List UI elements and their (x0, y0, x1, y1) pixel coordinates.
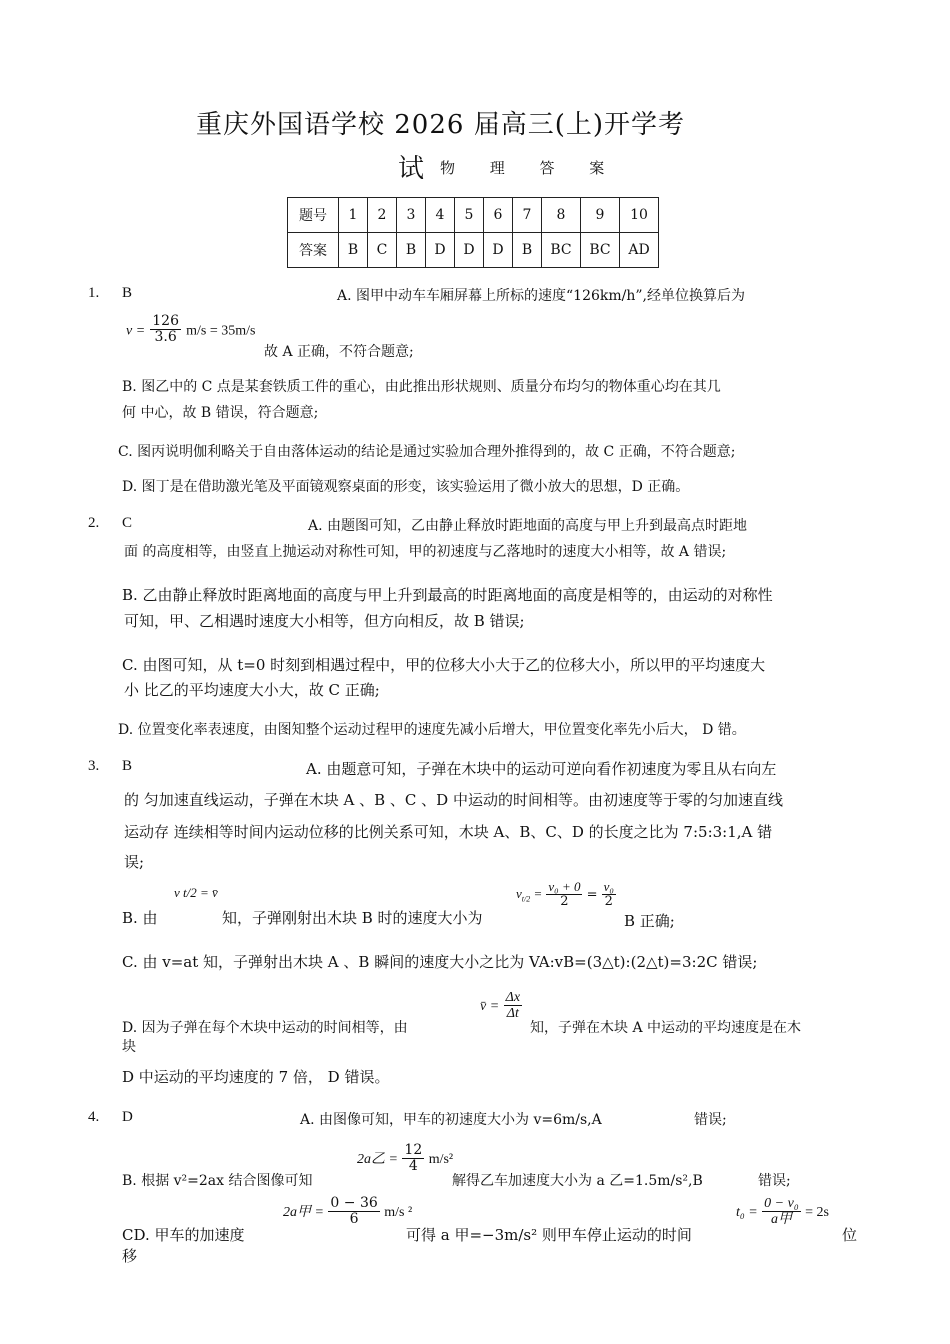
page-title-continued: 试 (398, 154, 425, 184)
q3-option-d-line3: D 中运动的平均速度的 7 倍， D 错误。 (122, 1068, 390, 1086)
question-answer: D (122, 1109, 133, 1125)
formula-fraction (504, 990, 522, 1022)
table-cell: 2 (368, 198, 397, 233)
q2-option-a-line1: A. 由题图可知，乙由静止释放时距地面的高度与甲上升到最高点时距地 (308, 518, 748, 534)
formula-fraction (546, 880, 582, 910)
formula-lhs: v̄ = (480, 998, 500, 1014)
table-cell: AD (620, 233, 659, 268)
table-cell: BC (542, 233, 581, 268)
fraction-numerator: 12 (404, 1142, 423, 1158)
q4-option-b-middle: 解得乙车加速度大小为 a 乙=1.5m/s²,B (452, 1173, 703, 1189)
table-cell: 10 (620, 198, 659, 233)
fraction-denominator: a甲 (770, 1212, 792, 1228)
fraction-numerator: 126 (152, 313, 179, 329)
fraction-denominator: 6 (349, 1211, 359, 1228)
q2-option-b-line2: 可知，甲、乙相遇时速度大小相等，但方向相反，故 B 错误; (124, 612, 525, 630)
q1-option-b-line1: B. 图乙中的 C 点是某套铁质工件的重心，由此推出形状规则、质量分布均匀的物体重心均在其几 (122, 379, 721, 395)
question-number: 4. (88, 1109, 100, 1125)
table-cell: 3 (397, 198, 426, 233)
q1-option-a: A. 图甲中动车车厢屏幕上所标的速度“126km/h”,经单位换算后为 (337, 288, 745, 304)
table-cell: 1 (339, 198, 368, 233)
fraction-denominator: 3.6 (154, 329, 177, 346)
formula-lhs: 2a甲 = (283, 1204, 324, 1220)
formula-lhs: 2a乙 = (357, 1151, 398, 1167)
formula-lhs: v = (126, 323, 146, 339)
q2-option-a-line2: 面 的高度相等，由竖直上抛运动对称性可知，甲的初速度与乙落地时的速度大小相等，故 A 错误; (124, 544, 727, 560)
question-answer: B (122, 285, 133, 301)
formula-fraction (328, 1196, 379, 1228)
answer-table (287, 197, 659, 268)
table-row-label: 答案 (288, 233, 339, 268)
formula-lhs: t₀ = (736, 1204, 758, 1220)
q3-option-a-line1: A. 由题意可知，子弹在木块中的运动可逆向看作初速度为零且从右向左 (306, 760, 777, 778)
q4-option-cd-middle: 可得 a 甲=−3m/s² 则甲车停止运动的时间 (406, 1226, 692, 1244)
formula-unit: m/s ² (384, 1204, 413, 1220)
formula-rhs: = 2s (805, 1204, 829, 1220)
fraction-denominator: 2 (560, 894, 569, 910)
fraction-denominator: 4 (408, 1158, 418, 1175)
q4-formula-stop-time (736, 1196, 829, 1228)
question-answer: C (122, 515, 133, 531)
formula-equals: = (586, 887, 598, 903)
fraction-numerator: v₀ (603, 879, 614, 894)
q2-option-c-line1: C. 由图可知，从 t=0 时刻到相遇过程中，甲的位移大小大于乙的位移大小，所以甲的平均速度大 (122, 656, 766, 674)
table-cell: B (339, 233, 368, 268)
q3-formula-exit-speed (516, 880, 616, 910)
q1-formula (126, 314, 255, 346)
q1-option-b-line2: 何 中心，故 B 错误，符合题意; (122, 405, 319, 421)
q3-option-d-prefix: D. 因为子弹在每个木块中运动的时间相等，由 (122, 1020, 408, 1036)
table-cell: 6 (484, 198, 513, 233)
table-cell: 9 (581, 198, 620, 233)
q2-option-b-line1: B. 乙由静止释放时距离地面的高度与甲上升到最高的时距离地面的高度是相等的，由运动的对称性 (122, 586, 773, 604)
question-answer: B (122, 758, 133, 774)
table-row-label: 题号 (288, 198, 339, 233)
table-cell: B (397, 233, 426, 268)
q1-option-a-tail: 故 A 正确，不符合题意; (264, 344, 414, 360)
table-cell: 7 (513, 198, 542, 233)
fraction-denominator: Δt (506, 1006, 519, 1022)
q3-option-a-line4: 误; (124, 853, 145, 871)
fraction-numerator: Δx (505, 990, 521, 1005)
q4-formula-cd (283, 1196, 412, 1228)
table-cell: BC (581, 233, 620, 268)
table-cell: D (455, 233, 484, 268)
formula-unit: m/s² (428, 1151, 454, 1167)
q3-option-d-middle: 知，子弹在木块 A 中运动的平均速度是在木 (530, 1020, 802, 1036)
q3-formula-vt2: v t/2 = v̄ (174, 885, 218, 900)
q3-formula-avg-speed (480, 990, 522, 1022)
table-cell: 5 (455, 198, 484, 233)
table-row (288, 233, 659, 268)
q3-option-b-suffix: B 正确; (624, 912, 675, 930)
q4-option-cd-tail: 位 (842, 1226, 858, 1244)
q3-option-b-prefix: B. 由 (122, 909, 158, 927)
q4-option-cd-prefix: CD. 甲车的加速度 (122, 1226, 245, 1244)
q1-option-d: D. 图丁是在借助激光笔及平面镜观察桌面的形变，该实验运用了微小放大的思想，D 正确。 (122, 479, 690, 495)
table-cell: D (484, 233, 513, 268)
q3-option-c: C. 由 v=at 知，子弹射出木块 A 、B 瞬间的速度大小之比为 VA:vB=(3△t):(2△t)=3:2C 错误; (122, 953, 758, 971)
table-cell: D (426, 233, 455, 268)
fraction-numerator: 0 − v₀ (764, 1196, 799, 1211)
q2-option-c-line2: 小 比乙的平均速度大小大，故 C 正确; (124, 681, 380, 699)
q4-option-a: A. 由图像可知，甲车的初速度大小为 v=6m/s,A (300, 1112, 602, 1128)
formula-lhs: $v_{t/2}$ = (516, 886, 543, 904)
table-cell: 4 (426, 198, 455, 233)
question-number: 1. (88, 285, 100, 301)
q3-option-d-line2: 块 (122, 1039, 136, 1055)
q4-option-b-prefix: B. 根据 v²=2ax 结合图像可知 (122, 1173, 313, 1189)
q3-option-a-line3: 运动存 连续相等时间内运动位移的比例关系可知，木块 A、B、C、D 的长度之比为 7:5:3:1,A 错 (124, 823, 773, 841)
page-title: 重庆外国语学校 2026 届高三(上)开学考 (196, 110, 685, 140)
formula-fraction (602, 880, 616, 910)
fraction-denominator: 2 (604, 894, 613, 910)
q4-option-a-tail: 错误; (694, 1112, 727, 1128)
fraction-numerator: 0 − 36 (330, 1195, 378, 1211)
question-number: 3. (88, 758, 100, 774)
q2-option-d: D. 位置变化率表速度，由图知整个运动过程甲的速度先减小后增大，甲位置变化率先小后大， D 错。 (118, 722, 746, 738)
formula-fraction (402, 1143, 424, 1175)
table-cell: 8 (542, 198, 581, 233)
table-cell: B (513, 233, 542, 268)
table-row (288, 198, 659, 233)
question-number: 2. (88, 515, 100, 531)
formula-rhs: m/s = 35m/s (186, 323, 256, 339)
q3-option-b-middle: 知，子弹刚射出木块 B 时的速度大小为 (222, 909, 483, 927)
q1-option-c: C. 图丙说明伽利略关于自由落体运动的结论是通过实验加合理外推得到的，故 C 正确，不符合题意; (118, 444, 736, 460)
formula-fraction (150, 314, 181, 346)
table-cell: C (368, 233, 397, 268)
q4-option-cd-line2: 移 (122, 1247, 138, 1265)
page-subtitle: 物 理 答 案 (440, 159, 605, 177)
q4-option-b-tail: 错误; (758, 1173, 791, 1189)
formula-fraction (762, 1196, 801, 1228)
q3-option-a-line2: 的 匀加速直线运动，子弹在木块 A 、B 、C 、D 中运动的时间相等。由初速度等于零的匀加速直线 (124, 791, 783, 809)
q4-formula-b (357, 1143, 453, 1175)
fraction-numerator: v₀ + 0 (548, 879, 581, 894)
